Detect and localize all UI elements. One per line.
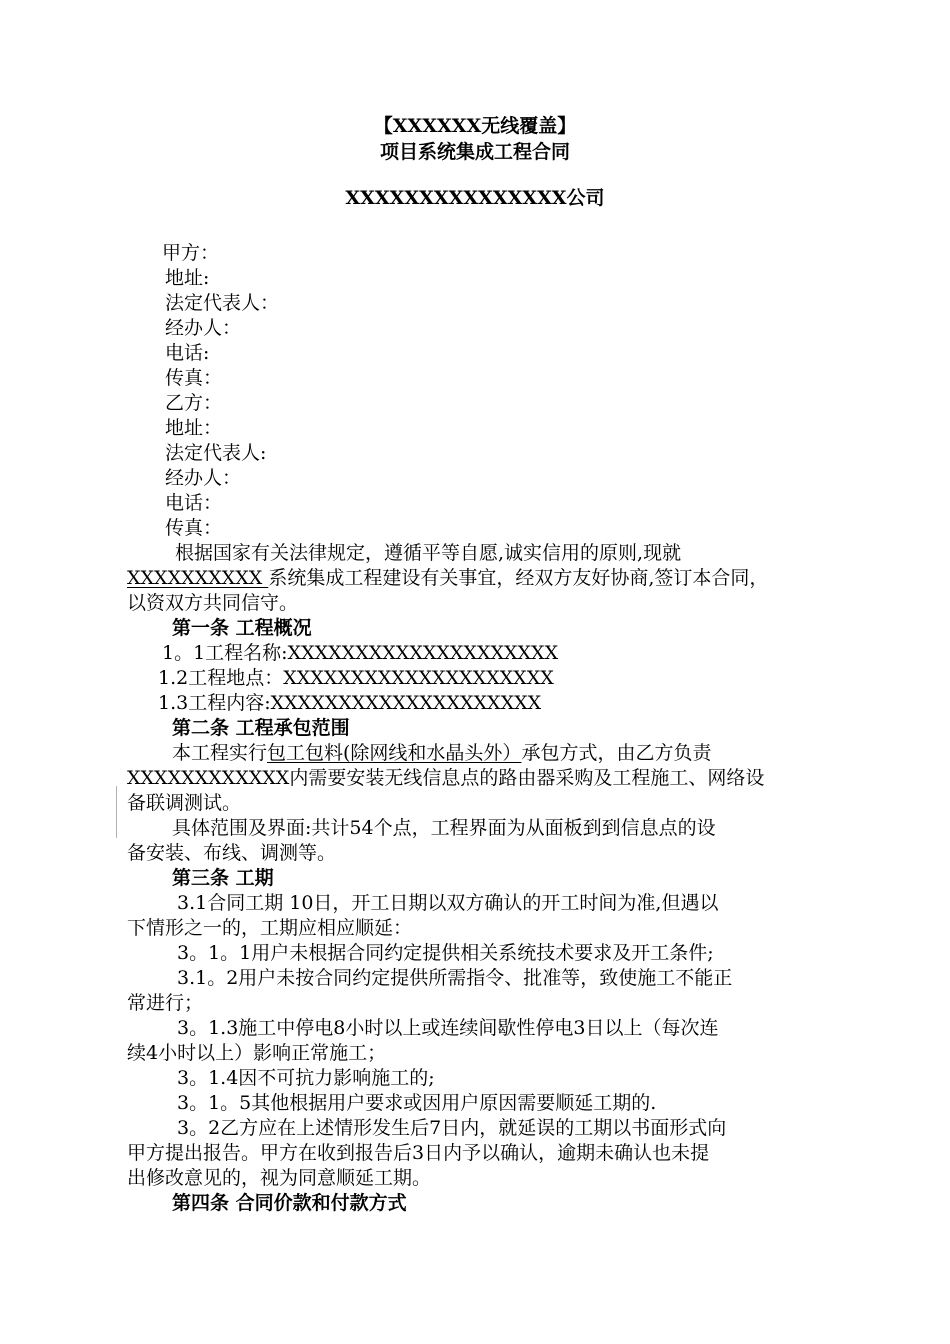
party-b-agent: 经办人： [165, 467, 242, 489]
party-b-address: 地址： [165, 417, 223, 439]
article-2-p1-start: 本工程实行 [172, 742, 268, 764]
article-3-item-3-1-3-line-1: 3。1.3施工中停电8小时以上或连续间歇性停电3日以上（每次连 [177, 1017, 719, 1039]
article-2-p1-line-3: 备联调测试。 [127, 792, 242, 814]
party-b-fax: 传真： [165, 517, 223, 539]
article-3-p31-line-1: 3.1合同工期 10日，开工日期以双方确认的开工时间为准,但遇以 [177, 892, 719, 914]
party-b-label: 乙方： [165, 392, 223, 414]
party-b-legal-rep: 法定代表人: [165, 442, 267, 464]
article-2-p1-line-2: XXXXXXXXXXXX内需要安装无线信息点的路由器采购及工程施工、网络设 [127, 767, 765, 789]
party-a-agent: 经办人： [165, 317, 242, 339]
article-2-heading: 第二条 工程承包范围 [172, 717, 350, 739]
company-name: XXXXXXXXXXXXXXX公司 [345, 187, 605, 209]
article-2-p1-line-1 [172, 741, 711, 766]
contract-mode-underlined: 包工包料(除网线和水晶头外） [267, 742, 522, 764]
party-a-label: 甲方： [162, 242, 220, 264]
article-1-item-2: 1.2工程地点：XXXXXXXXXXXXXXXXXXXX [158, 667, 554, 689]
party-a-fax: 传真： [165, 367, 223, 389]
project-name-blank: XXXXXXXXXX [127, 567, 269, 589]
article-3-p32-line-3: 出修改意见的，视为同意顺延工期。 [127, 1167, 432, 1189]
party-a-address: 地址: [165, 267, 210, 289]
party-a-phone: 电话: [165, 342, 210, 364]
article-3-item-3-1-2-line-1: 3.1。2用户未按合同约定提供所需指令、批准等，致使施工不能正 [177, 967, 733, 989]
article-3-item-3-1-5: 3。1。5其他根据用户要求或因用户原因需要顺延工期的. [177, 1092, 657, 1114]
article-3-item-3-1-3-line-2: 续4小时以上）影响正常施工； [127, 1042, 387, 1064]
article-3-item-3-1-2-line-2: 常进行； [127, 992, 204, 1014]
article-1-heading: 第一条 工程概况 [172, 617, 312, 639]
article-3-p32-line-1: 3。2乙方应在上述情形发生后7日内，就延误的工期以书面形式向 [177, 1117, 727, 1139]
preamble-line-2-rest: 系统集成工程建设有关事宜，经双方友好协商,签订本合同， [268, 567, 769, 589]
article-3-item-3-1-4: 3。1.4因不可抗力影响施工的; [177, 1067, 435, 1089]
margin-change-bar [116, 786, 117, 838]
title-line-1: 【XXXXXX无线覆盖】 [373, 115, 577, 137]
article-3-p32-line-2: 甲方提出报告。甲方在收到报告后3日内予以确认，逾期未确认也未提 [127, 1142, 710, 1164]
article-3-heading: 第三条 工期 [172, 867, 274, 889]
article-3-item-3-1-1: 3。1。1用户未根据合同约定提供相关系统技术要求及开工条件; [177, 942, 714, 964]
party-b-phone: 电话： [165, 492, 223, 514]
preamble-line-2 [127, 566, 768, 591]
article-4-heading: 第四条 合同价款和付款方式 [172, 1192, 407, 1214]
article-1-item-3: 1.3工程内容:XXXXXXXXXXXXXXXXXXXX [158, 692, 542, 714]
article-2-p1-end: 承包方式，由乙方负责 [521, 742, 712, 764]
article-2-p2-line-2: 备安装、布线、调测等。 [127, 842, 337, 864]
article-1-item-1: 1。1工程名称:XXXXXXXXXXXXXXXXXXXX [162, 642, 559, 664]
preamble-line-3: 以资双方共同信守。 [127, 592, 299, 614]
article-2-p2-line-1: 具体范围及界面:共计54个点，工程界面为从面板到到信息点的设 [172, 817, 716, 839]
article-3-p31-line-2: 下情形之一的，工期应相应顺延： [127, 917, 413, 939]
title-line-2: 项目系统集成工程合同 [379, 141, 570, 163]
preamble-line-1: 根据国家有关法律规定，遵循平等自愿,诚实信用的原则,现就 [175, 542, 682, 564]
party-a-legal-rep: 法定代表人： [165, 292, 280, 314]
